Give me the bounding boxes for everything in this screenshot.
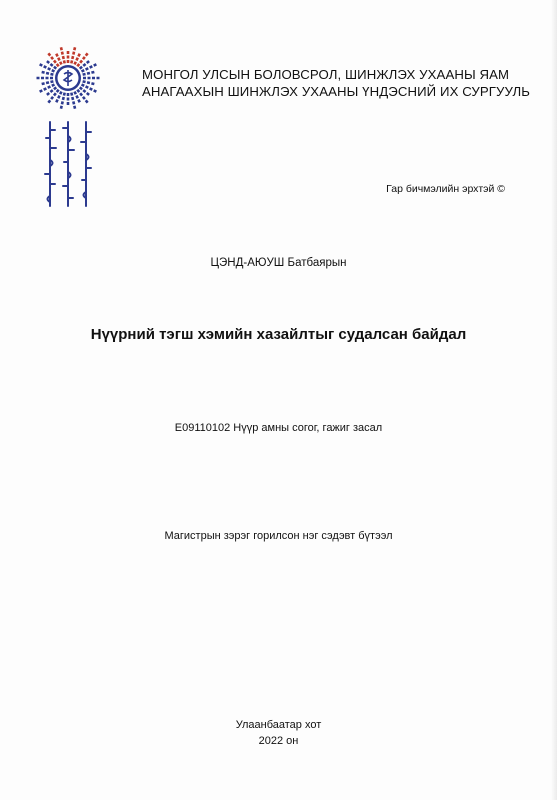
emblem-ray xyxy=(61,93,65,110)
copyright-notice: Гар бичмэлийн эрхтэй © xyxy=(386,183,505,195)
emblem-ray xyxy=(56,92,62,104)
emblem-ray xyxy=(75,53,81,65)
emblem-ray xyxy=(75,92,81,104)
emblem-ray xyxy=(56,53,62,65)
ministry-name: МОНГОЛ УЛСЫН БОЛОВСРОЛ, ШИНЖЛЭХ УХААНЫ ЯАМ xyxy=(142,67,510,82)
year: 2022 он xyxy=(258,735,299,747)
emblem-ray xyxy=(71,47,75,64)
city: Улаанбаатар хот xyxy=(235,719,322,731)
author-name: ЦЭНД-АЮУШ Батбаярын xyxy=(210,257,347,269)
degree-statement: Магистрын зэрэг горилсон нэг сэдэвт бүтээл xyxy=(164,530,393,542)
page-edge-shadow xyxy=(551,0,557,800)
emblem-ray xyxy=(83,72,96,75)
university-name: АНАГААХЫН ШИНЖЛЭХ УХААНЫ ҮНДЭСНИЙ ИХ СУРГУУЛЬ xyxy=(142,84,531,99)
emblem-ray xyxy=(41,72,54,75)
university-emblem-icon xyxy=(33,42,103,114)
mongolian-script-icon xyxy=(38,118,98,210)
emblem-ray xyxy=(61,47,65,64)
emblem-ray xyxy=(41,81,54,84)
institution-header xyxy=(142,66,532,100)
thesis-title: Нүүрний тэгш хэмийн хазайлтыг судалсан байдал xyxy=(90,326,467,343)
specialty-code: E09110102 Нүүр амны согог, гажиг засал xyxy=(174,422,383,434)
emblem-ray xyxy=(83,81,96,84)
emblem-ray xyxy=(71,93,75,110)
